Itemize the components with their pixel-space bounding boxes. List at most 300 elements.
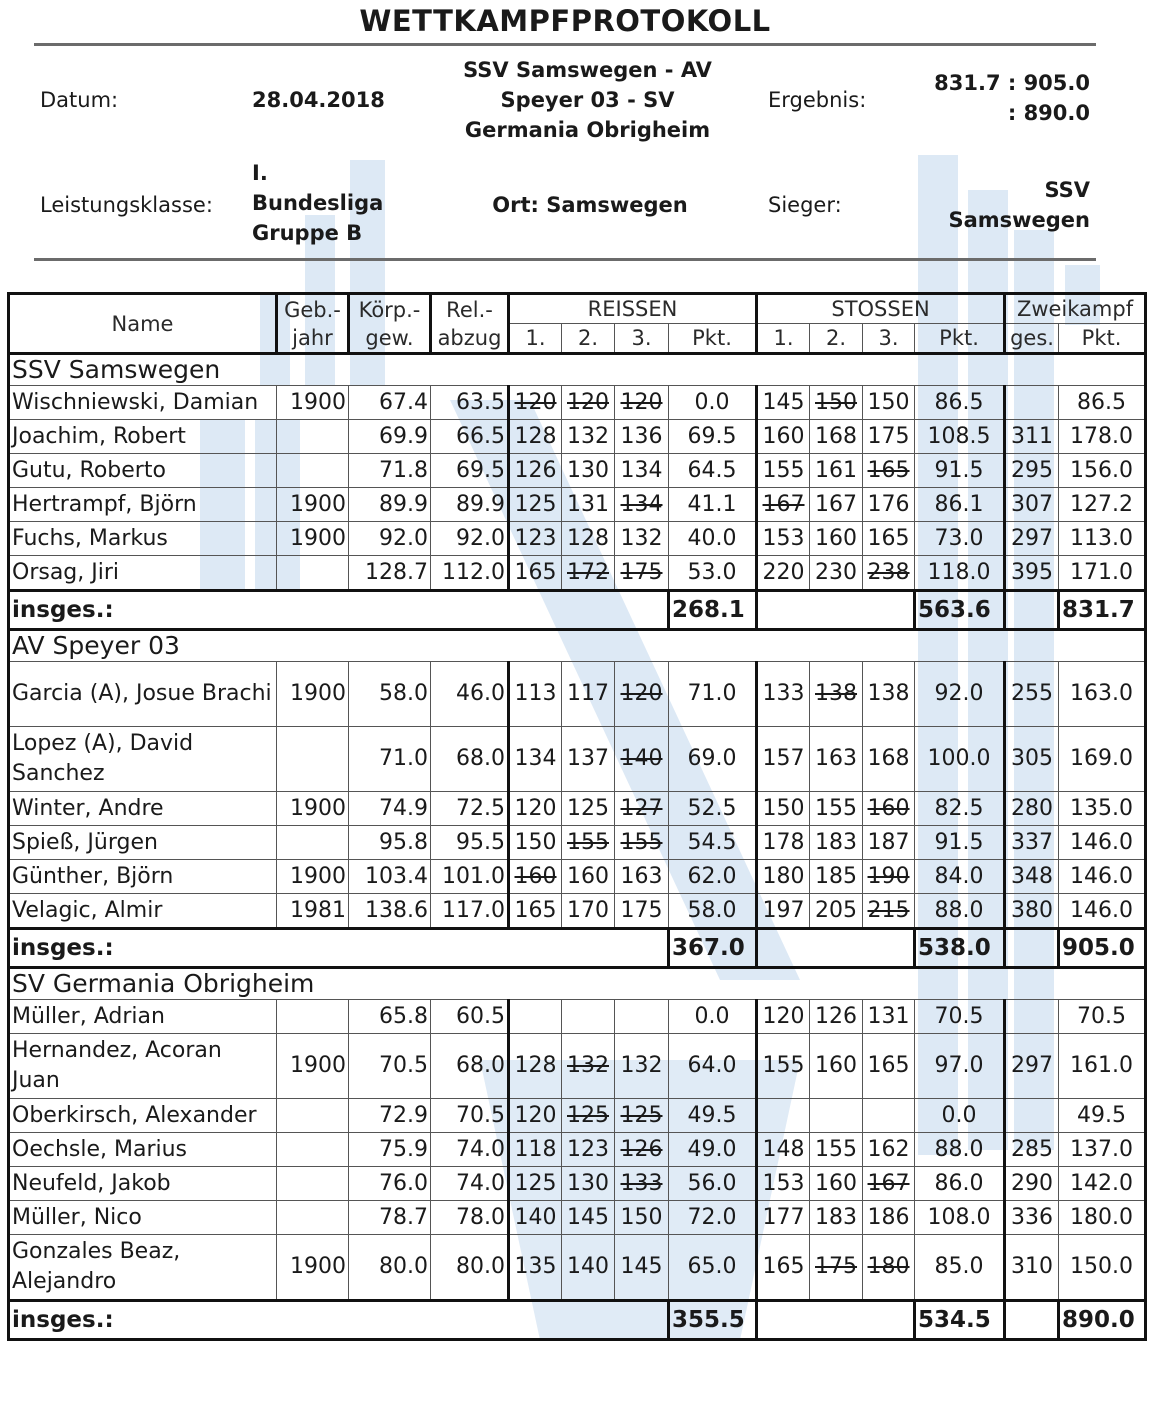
snatch-attempt-1: 120 [509,1099,562,1133]
athlete-name: Spieß, Jürgen [9,826,277,860]
cj-attempt-3: 160 [863,792,915,826]
snatch-points: 0.0 [669,386,757,420]
snatch-points: 41.1 [669,488,757,522]
birth-year: 1900 [277,860,349,894]
snatch-attempt-3: 150 [615,1201,669,1235]
col-snatch-3: 3. [615,324,669,354]
snatch-points: 53.0 [669,556,757,591]
cj-attempt-1 [757,1099,810,1133]
total-points: 86.5 [1059,386,1146,420]
cj-attempt-2: 138 [810,662,863,727]
birth-year: 1900 [277,792,349,826]
snatch-points: 69.5 [669,420,757,454]
cj-attempt-2: 205 [810,894,863,929]
cj-attempt-1: 167 [757,488,810,522]
athlete-row [9,894,1146,929]
total-sum: 348 [1005,860,1059,894]
cj-attempt-1: 165 [757,1235,810,1301]
snatch-attempt-3: 145 [615,1235,669,1301]
total-sum: 280 [1005,792,1059,826]
body-weight: 76.0 [349,1167,431,1201]
team-total: 890.0 [1059,1301,1146,1340]
body-weight: 70.5 [349,1034,431,1099]
athlete-name: Velagic, Almir [9,894,277,929]
birth-year [277,1167,349,1201]
rel-deduction: 63.5 [431,386,509,420]
match-title [420,55,755,145]
body-weight: 58.0 [349,662,431,727]
rel-deduction: 66.5 [431,420,509,454]
snatch-attempt-1: 120 [509,792,562,826]
birth-year [277,727,349,792]
total-sum: 395 [1005,556,1059,591]
snatch-attempt-2: 172 [562,556,615,591]
birth-year: 1900 [277,1235,349,1301]
snatch-attempt-2: 123 [562,1133,615,1167]
team-cj-total: 534.5 [915,1301,1005,1340]
cj-attempt-3: 167 [863,1167,915,1201]
snatch-points: 65.0 [669,1235,757,1301]
snatch-attempt-2: 117 [562,662,615,727]
cj-points: 70.5 [915,1000,1005,1034]
col-group-clean-jerk: STOSSEN [757,294,1005,324]
total-sum: 336 [1005,1201,1059,1235]
athlete-name: Winter, Andre [9,792,277,826]
total-points: 150.0 [1059,1235,1146,1301]
birth-year [277,454,349,488]
athlete-name: Gonzales Beaz, Alejandro [9,1235,277,1301]
cj-attempt-2: 161 [810,454,863,488]
winner-line: SSV [1044,178,1090,202]
athlete-name: Garcia (A), Josue Brachi [9,662,277,727]
body-weight: 71.8 [349,454,431,488]
snatch-attempt-3: 163 [615,860,669,894]
total-sum: 297 [1005,1034,1059,1099]
snatch-attempt-2: 131 [562,488,615,522]
total-sum: 255 [1005,662,1059,727]
birth-year: 1900 [277,386,349,420]
cj-attempt-2: 160 [810,1034,863,1099]
athlete-name: Orsag, Jiri [9,556,277,591]
rel-deduction: 70.5 [431,1099,509,1133]
cj-attempt-1: 153 [757,522,810,556]
snatch-attempt-3: 132 [615,522,669,556]
team-header-row [9,968,1146,1000]
snatch-attempt-3: 133 [615,1167,669,1201]
match-line: SSV Samswegen - AV [463,58,712,82]
athlete-row [9,1099,1146,1133]
snatch-attempt-1: 134 [509,727,562,792]
cj-attempt-1: 160 [757,420,810,454]
cj-attempt-2: 163 [810,727,863,792]
rel-deduction: 101.0 [431,860,509,894]
snatch-attempt-3: 140 [615,727,669,792]
total-points: 156.0 [1059,454,1146,488]
class-line: Bundesliga [252,191,384,215]
team-name: SSV Samswegen [9,354,1146,386]
snatch-attempt-1: 165 [509,556,562,591]
body-weight: 65.8 [349,1000,431,1034]
result-line: : 890.0 [1007,101,1090,125]
cj-points: 88.0 [915,1133,1005,1167]
body-weight: 89.9 [349,488,431,522]
snatch-attempt-1 [509,1000,562,1034]
birth-year [277,1099,349,1133]
team-cj-total: 538.0 [915,929,1005,968]
athlete-row [9,1201,1146,1235]
team-total-row [9,591,1146,630]
snatch-attempt-3: 132 [615,1034,669,1099]
birth-year [277,1201,349,1235]
cj-attempt-3: 131 [863,1000,915,1034]
match-line: Germania Obrigheim [464,118,711,142]
total-points: 142.0 [1059,1167,1146,1201]
col-total-sum: ges. [1005,324,1059,354]
total-sum: 305 [1005,727,1059,792]
total-points: 171.0 [1059,556,1146,591]
body-weight: 72.9 [349,1099,431,1133]
team-snatch-total: 355.5 [669,1301,757,1340]
body-weight: 67.4 [349,386,431,420]
cj-attempt-1: 157 [757,727,810,792]
class-line: Gruppe B [252,221,363,245]
rel-deduction: 95.5 [431,826,509,860]
cj-points: 100.0 [915,727,1005,792]
cj-points: 91.5 [915,826,1005,860]
athlete-row [9,662,1146,727]
snatch-attempt-2: 155 [562,826,615,860]
snatch-attempt-3: 134 [615,488,669,522]
athlete-row [9,860,1146,894]
cj-attempt-3: 180 [863,1235,915,1301]
cj-points: 118.0 [915,556,1005,591]
class-value [252,158,383,248]
total-points: 146.0 [1059,860,1146,894]
total-label: insges.: [9,1301,669,1340]
cj-attempt-1: 178 [757,826,810,860]
snatch-attempt-1: 118 [509,1133,562,1167]
cj-points: 0.0 [915,1099,1005,1133]
body-weight: 92.0 [349,522,431,556]
team-total: 905.0 [1059,929,1146,968]
total-sum [1005,1000,1059,1034]
cj-attempt-3: 190 [863,860,915,894]
col-snatch-1: 1. [509,324,562,354]
cj-attempt-1: 148 [757,1133,810,1167]
total-points: 70.5 [1059,1000,1146,1034]
total-sum: 307 [1005,488,1059,522]
snatch-attempt-2: 125 [562,792,615,826]
snatch-attempt-3: 120 [615,662,669,727]
snatch-attempt-3: 126 [615,1133,669,1167]
results-table [7,292,1147,1341]
total-sum: 295 [1005,454,1059,488]
snatch-attempt-3 [615,1000,669,1034]
result-label: Ergebnis: [768,88,867,112]
body-weight: 78.7 [349,1201,431,1235]
rel-deduction: 60.5 [431,1000,509,1034]
cj-attempt-3: 176 [863,488,915,522]
header-rule [34,258,1096,261]
athlete-name: Gutu, Roberto [9,454,277,488]
cj-points: 82.5 [915,792,1005,826]
cj-attempt-2: 168 [810,420,863,454]
body-weight: 80.0 [349,1235,431,1301]
total-points: 161.0 [1059,1034,1146,1099]
total-points: 135.0 [1059,792,1146,826]
team-header-row [9,630,1146,662]
total-points: 178.0 [1059,420,1146,454]
snatch-attempt-2: 145 [562,1201,615,1235]
birth-year: 1900 [277,662,349,727]
snatch-attempt-2: 125 [562,1099,615,1133]
cj-attempt-2: 126 [810,1000,863,1034]
total-sum: 311 [1005,420,1059,454]
cj-attempt-3: 175 [863,420,915,454]
snatch-points: 56.0 [669,1167,757,1201]
cj-attempt-3: 168 [863,727,915,792]
snatch-points: 62.0 [669,860,757,894]
snatch-attempt-2: 137 [562,727,615,792]
athlete-row [9,1167,1146,1201]
snatch-attempt-3: 155 [615,826,669,860]
col-body-weight: Körp.- gew. [349,294,431,354]
cj-points: 86.5 [915,386,1005,420]
rel-deduction: 69.5 [431,454,509,488]
total-sum [1005,1099,1059,1133]
cj-attempt-3: 162 [863,1133,915,1167]
total-sum: 290 [1005,1167,1059,1201]
snatch-attempt-2: 130 [562,454,615,488]
match-line: Speyer 03 - SV [500,88,675,112]
snatch-points: 64.5 [669,454,757,488]
snatch-points: 52.5 [669,792,757,826]
snatch-attempt-1: 128 [509,420,562,454]
team-cj-total: 563.6 [915,591,1005,630]
snatch-attempt-3: 127 [615,792,669,826]
team-total: 831.7 [1059,591,1146,630]
cj-attempt-3: 238 [863,556,915,591]
empty-cell [1005,929,1059,968]
table-body [9,354,1146,1340]
athlete-row [9,556,1146,591]
col-cj-points: Pkt. [915,324,1005,354]
total-points: 180.0 [1059,1201,1146,1235]
col-total-points: Pkt. [1059,324,1146,354]
body-weight: 69.9 [349,420,431,454]
rel-deduction: 89.9 [431,488,509,522]
table-header [9,294,1146,354]
snatch-attempt-1: 165 [509,894,562,929]
col-name: Name [9,294,277,354]
birth-year [277,556,349,591]
body-weight: 103.4 [349,860,431,894]
cj-attempt-2: 230 [810,556,863,591]
cj-points: 85.0 [915,1235,1005,1301]
cj-attempt-3: 186 [863,1201,915,1235]
total-sum: 310 [1005,1235,1059,1301]
cj-points: 92.0 [915,662,1005,727]
snatch-attempt-1: 128 [509,1034,562,1099]
snatch-attempt-1: 160 [509,860,562,894]
snatch-attempt-1: 126 [509,454,562,488]
snatch-attempt-3: 136 [615,420,669,454]
cj-attempt-2: 183 [810,826,863,860]
athlete-row [9,454,1146,488]
total-sum: 337 [1005,826,1059,860]
cj-attempt-1: 120 [757,1000,810,1034]
athlete-row [9,1034,1146,1099]
rel-deduction: 112.0 [431,556,509,591]
cj-attempt-1: 153 [757,1167,810,1201]
rel-deduction: 92.0 [431,522,509,556]
total-label: insges.: [9,591,669,630]
athlete-row [9,522,1146,556]
cj-attempt-1: 133 [757,662,810,727]
birth-year [277,1000,349,1034]
result-line: 831.7 : 905.0 [934,71,1090,95]
empty-cell [1005,1301,1059,1340]
body-weight: 138.6 [349,894,431,929]
snatch-points: 71.0 [669,662,757,727]
total-points: 49.5 [1059,1099,1146,1133]
empty-cell [757,591,915,630]
class-line: I. [252,161,268,185]
venue: Ort: Samswegen [492,193,688,217]
col-snatch-points: Pkt. [669,324,757,354]
total-points: 146.0 [1059,826,1146,860]
athlete-name: Oechsle, Marius [9,1133,277,1167]
cj-attempt-1: 180 [757,860,810,894]
winner-label: Sieger: [768,193,842,217]
cj-attempt-3: 165 [863,454,915,488]
snatch-attempt-2: 132 [562,1034,615,1099]
athlete-row [9,1235,1146,1301]
birth-year: 1981 [277,894,349,929]
cj-attempt-1: 177 [757,1201,810,1235]
athlete-name: Günther, Björn [9,860,277,894]
col-cj-2: 2. [810,324,863,354]
body-weight: 75.9 [349,1133,431,1167]
cj-points: 108.5 [915,420,1005,454]
cj-points: 91.5 [915,454,1005,488]
cj-points: 86.0 [915,1167,1005,1201]
col-rel-deduction: Rel.- abzug [431,294,509,354]
cj-attempt-2: 150 [810,386,863,420]
team-snatch-total: 268.1 [669,591,757,630]
total-points: 169.0 [1059,727,1146,792]
snatch-attempt-3: 175 [615,556,669,591]
total-points: 127.2 [1059,488,1146,522]
col-cj-3: 3. [863,324,915,354]
class-label: Leistungsklasse: [40,193,213,217]
total-sum: 297 [1005,522,1059,556]
snatch-points: 0.0 [669,1000,757,1034]
rel-deduction: 74.0 [431,1167,509,1201]
team-name: SV Germania Obrigheim [9,968,1146,1000]
athlete-name: Fuchs, Markus [9,522,277,556]
athlete-name: Joachim, Robert [9,420,277,454]
body-weight: 128.7 [349,556,431,591]
cj-attempt-2: 185 [810,860,863,894]
snatch-points: 49.5 [669,1099,757,1133]
cj-attempt-3: 165 [863,1034,915,1099]
snatch-attempt-1: 125 [509,488,562,522]
body-weight: 71.0 [349,727,431,792]
total-sum [1005,386,1059,420]
rel-deduction: 68.0 [431,1034,509,1099]
cj-attempt-2: 175 [810,1235,863,1301]
cj-attempt-1: 197 [757,894,810,929]
snatch-attempt-2: 120 [562,386,615,420]
body-weight: 74.9 [349,792,431,826]
cj-attempt-2 [810,1099,863,1133]
winner-value [880,175,1090,235]
team-total-row [9,929,1146,968]
cj-points: 86.1 [915,488,1005,522]
team-header-row [9,354,1146,386]
total-sum: 285 [1005,1133,1059,1167]
cj-attempt-2: 167 [810,488,863,522]
cj-points: 73.0 [915,522,1005,556]
athlete-row [9,826,1146,860]
date-value: 28.04.2018 [252,88,385,112]
cj-attempt-2: 160 [810,522,863,556]
cj-attempt-2: 183 [810,1201,863,1235]
snatch-points: 54.5 [669,826,757,860]
snatch-attempt-1: 113 [509,662,562,727]
cj-attempt-3: 187 [863,826,915,860]
athlete-row [9,727,1146,792]
col-cj-1: 1. [757,324,810,354]
athlete-name: Müller, Nico [9,1201,277,1235]
team-total-row [9,1301,1146,1340]
document-title: WETTKAMPFPROTOKOLL [359,4,771,38]
rel-deduction: 80.0 [431,1235,509,1301]
snatch-points: 49.0 [669,1133,757,1167]
athlete-row [9,1000,1146,1034]
birth-year: 1900 [277,522,349,556]
empty-cell [1005,591,1059,630]
snatch-attempt-1: 150 [509,826,562,860]
team-name: AV Speyer 03 [9,630,1146,662]
cj-attempt-3: 165 [863,522,915,556]
birth-year: 1900 [277,1034,349,1099]
athlete-name: Oberkirsch, Alexander [9,1099,277,1133]
rel-deduction: 46.0 [431,662,509,727]
birth-year [277,420,349,454]
cj-attempt-1: 155 [757,1034,810,1099]
snatch-attempt-1: 140 [509,1201,562,1235]
result-value [880,68,1090,128]
cj-attempt-3: 138 [863,662,915,727]
athlete-name: Hertrampf, Björn [9,488,277,522]
snatch-attempt-3: 134 [615,454,669,488]
snatch-points: 72.0 [669,1201,757,1235]
athlete-name: Wischniewski, Damian [9,386,277,420]
snatch-attempt-1: 135 [509,1235,562,1301]
empty-cell [757,929,915,968]
empty-cell [757,1301,915,1340]
cj-points: 88.0 [915,894,1005,929]
winner-line: Samswegen [948,208,1090,232]
snatch-attempt-2: 128 [562,522,615,556]
athlete-name: Hernandez, Acoran Juan [9,1034,277,1099]
snatch-attempt-3: 125 [615,1099,669,1133]
total-points: 113.0 [1059,522,1146,556]
snatch-attempt-3: 120 [615,386,669,420]
snatch-points: 40.0 [669,522,757,556]
